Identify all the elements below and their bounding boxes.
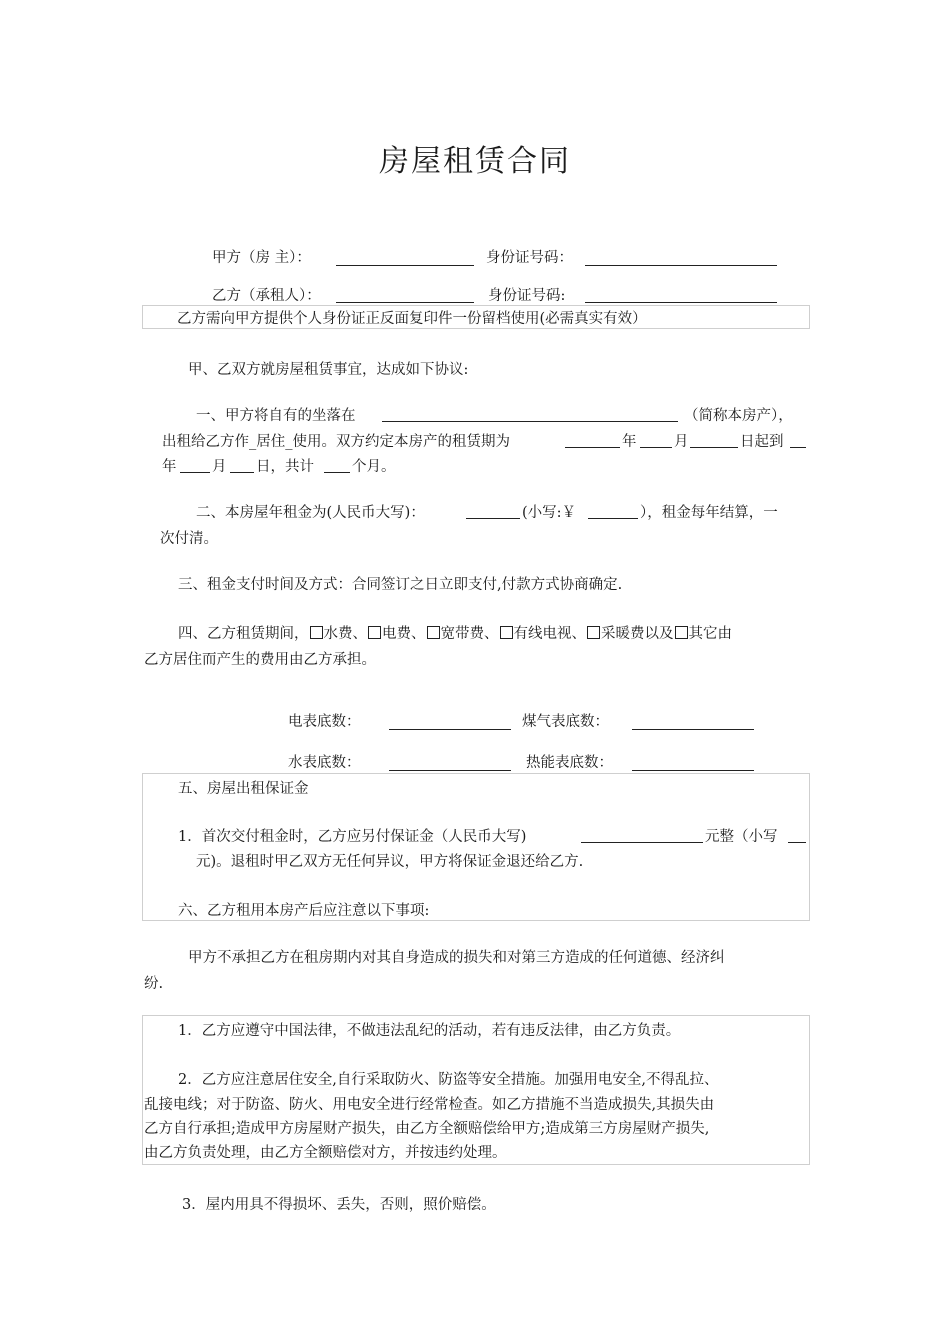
broadband-fee-label: 宽带费、 — [440, 626, 499, 642]
cable-tv-checkbox[interactable] — [500, 626, 513, 639]
party-b-label: 乙方（承租人）： — [212, 288, 321, 304]
gas-meter-label: 煤气表底数： — [522, 714, 609, 730]
clause4-text-a: 四、乙方租赁期间， — [178, 626, 309, 642]
rule-item-2-line4: 由乙方负责处理，由乙方全额赔偿对方，并按违约处理。 — [144, 1145, 507, 1161]
clause3-text: 三、租金支付时间及方式：合同签订之日立即支付,付款方式协商确定. — [178, 577, 623, 593]
disclaimer-line2: 纷. — [144, 976, 164, 992]
deposit-number-field[interactable] — [788, 842, 806, 843]
broadband-fee-checkbox[interactable] — [427, 626, 440, 639]
clause5-text-a: 1．首次交付租金时，乙方应另付保证金（人民币大写) — [178, 829, 527, 845]
heat-meter-field[interactable] — [632, 770, 754, 771]
clause5-heading: 五、房屋出租保证金 — [178, 781, 309, 797]
heating-fee-label: 采暖费以及 — [601, 626, 674, 642]
gas-meter-field[interactable] — [632, 729, 754, 730]
clause1-text-j: 个月。 — [352, 459, 396, 475]
intro-text: 甲、乙双方就房屋租赁事宜，达成如下协议: — [188, 362, 469, 378]
lease-start-month-field[interactable] — [640, 447, 672, 448]
clause1-day-label: 日起到 — [740, 434, 784, 450]
heating-fee-checkbox[interactable] — [587, 626, 600, 639]
clause1-text-c: 出租给乙方作_居住_使用。双方约定本房产的租赁期为 — [162, 434, 510, 450]
deposit-words-field[interactable] — [581, 842, 703, 843]
clause4-text-b: 乙方居住而产生的费用由乙方承担。 — [144, 652, 376, 668]
clause1-text-b: （简称本房产）， — [684, 408, 793, 424]
id-note: 乙方需向甲方提供个人身份证正反面复印件一份留档使用(必需真实有效） — [177, 311, 647, 327]
rule-item-1: 1．乙方应遵守中国法律，不做违法乱纪的活动，若有违反法律，由乙方负责。 — [178, 1023, 681, 1039]
clause1-text-i: 日，共计 — [256, 459, 314, 475]
other-fee-label: 其它由 — [688, 626, 732, 642]
clause1-text-a: 一、甲方将自有的坐落在 — [196, 408, 356, 424]
party-a-id-field[interactable] — [585, 265, 777, 266]
water-fee-label: 水费、 — [323, 626, 367, 642]
clause2-text-b: (小写:￥ — [522, 505, 577, 521]
lease-end-month-field[interactable] — [230, 472, 254, 473]
clause6-heading: 六、乙方租用本房产后应注意以下事项: — [178, 903, 430, 919]
document-title: 房屋租赁合同 — [379, 144, 571, 179]
clause1-year-label: 年 — [622, 434, 637, 450]
annual-rent-words-field[interactable] — [466, 518, 520, 519]
party-a-label: 甲方（房 主）： — [212, 250, 311, 266]
other-fee-checkbox[interactable] — [675, 626, 688, 639]
clause2-text-c: ），租金每年结算，一 — [640, 505, 778, 521]
clause1-month-label: 月 — [674, 434, 689, 450]
heat-meter-label: 热能表底数： — [526, 755, 613, 771]
clause4-line1 — [178, 622, 732, 643]
clause5-text-b: 元整（小写 — [705, 829, 778, 845]
disclaimer-line1: 甲方不承担乙方在租房期内对其自身造成的损失和对第三方造成的任何道德、经济纠 — [188, 950, 725, 966]
water-fee-checkbox[interactable] — [310, 626, 323, 639]
clause1-year-label-2: 年 — [162, 459, 177, 475]
party-a-name-field[interactable] — [336, 265, 474, 266]
lease-total-months-field[interactable] — [324, 472, 350, 473]
electric-fee-label: 电费、 — [382, 626, 426, 642]
rule-item-2-line1: 2．乙方应注意居住安全,自行采取防火、防盗等安全措施。加强用电安全,不得乱拉、 — [178, 1072, 719, 1088]
electric-meter-field[interactable] — [389, 729, 511, 730]
cable-tv-label: 有线电视、 — [513, 626, 586, 642]
clause2-text-d: 次付清。 — [160, 531, 218, 547]
rule-item-2-line2: 乱接电线；对于防盗、防火、用电安全进行经常检查。如乙方措施不当造成损失,其损失由 — [144, 1097, 715, 1113]
annual-rent-number-field[interactable] — [588, 518, 638, 519]
property-address-field[interactable] — [382, 421, 678, 422]
electric-fee-checkbox[interactable] — [368, 626, 381, 639]
water-meter-field[interactable] — [389, 770, 511, 771]
clause5-text-c: 元)。退租时甲乙双方无任何异议，甲方将保证金退还给乙方. — [196, 854, 584, 870]
lease-start-year-field[interactable] — [565, 447, 620, 448]
rule-item-2-line3: 乙方自行承担;造成甲方房屋财产损失，由乙方全额赔偿给甲方;造成第三方房屋财产损失, — [144, 1121, 710, 1137]
party-b-id-field[interactable] — [585, 302, 777, 303]
party-b-name-field[interactable] — [336, 302, 474, 303]
party-b-id-label: 身份证号码: — [488, 288, 566, 304]
electric-meter-label: 电表底数： — [288, 714, 361, 730]
rule-item-3: 3．屋内用具不得损坏、丢失，否则，照价赔偿。 — [182, 1197, 496, 1213]
lease-start-day-field[interactable] — [690, 447, 738, 448]
clause2-text-a: 二、本房屋年租金为(人民币大写)： — [196, 505, 425, 521]
clause1-month-label-2: 月 — [212, 459, 227, 475]
lease-end-year-field-a[interactable] — [790, 447, 806, 448]
lease-end-year-field-b[interactable] — [180, 472, 210, 473]
water-meter-label: 水表底数： — [288, 755, 361, 771]
party-a-id-label: 身份证号码： — [486, 250, 573, 266]
